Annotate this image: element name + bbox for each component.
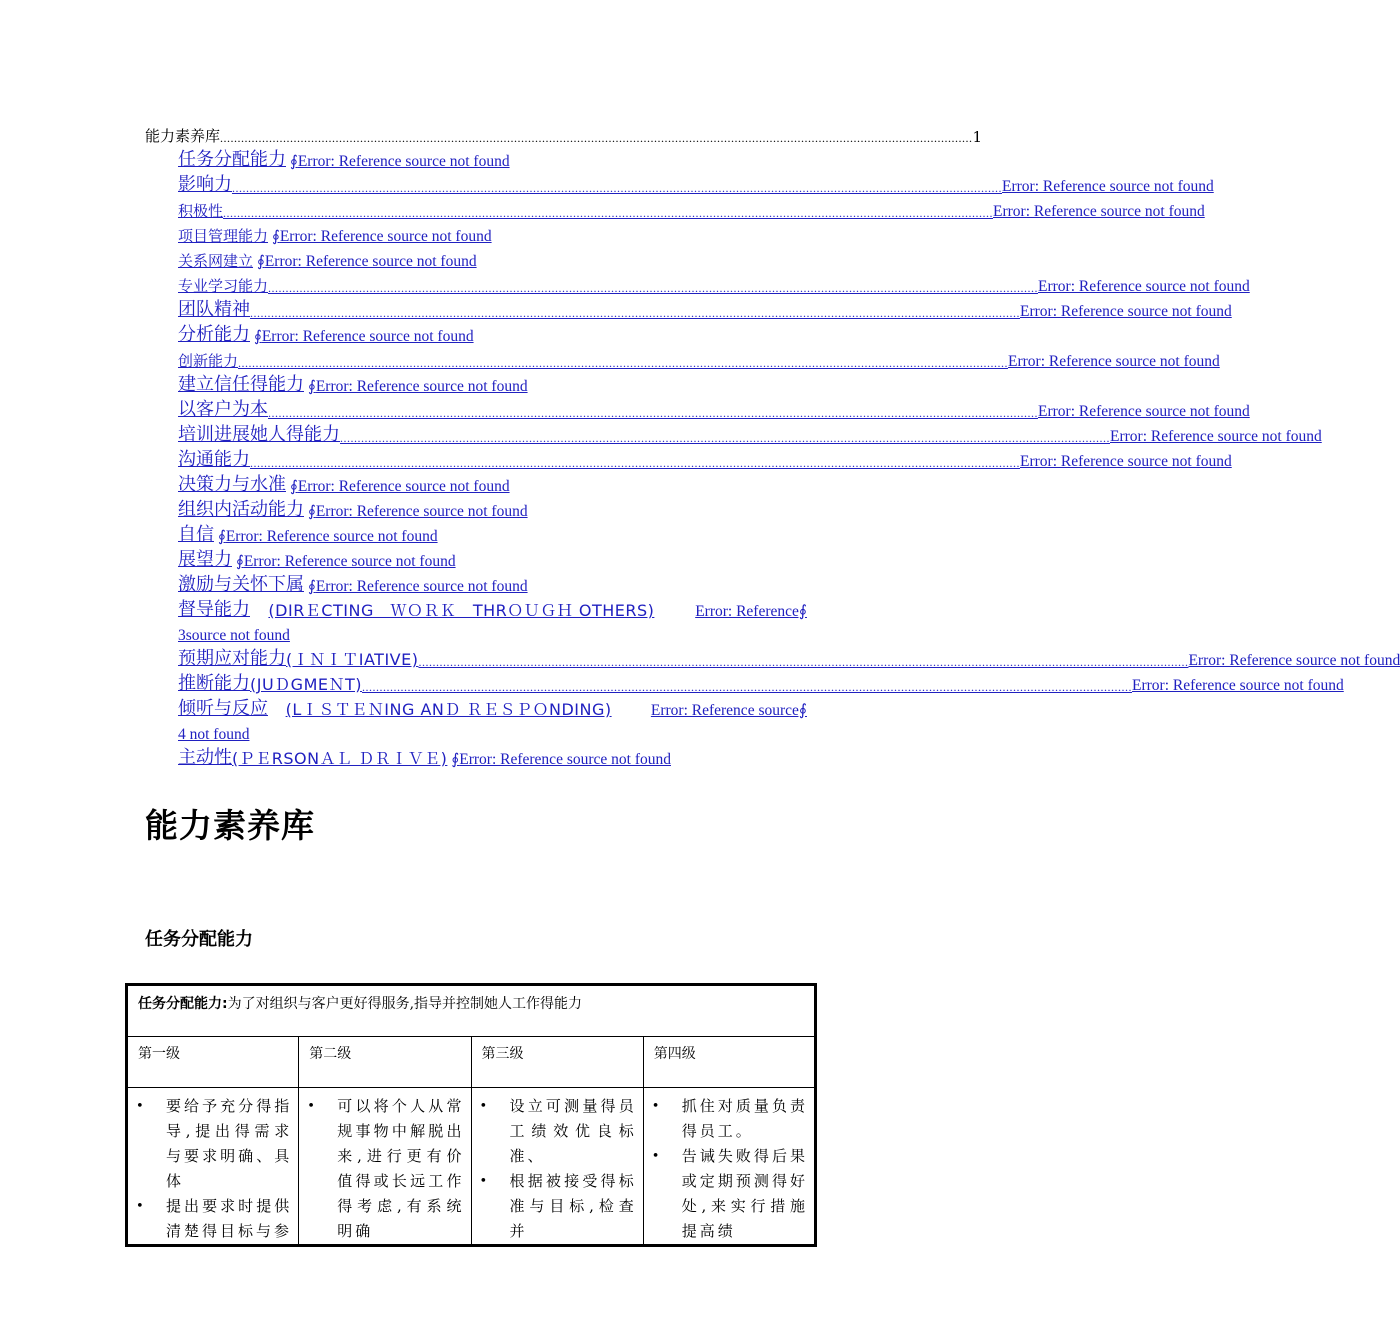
toc-entry-page-ref: Error: Reference source not found xyxy=(459,751,671,768)
toc-entry-page-ref: Error: Reference source not found xyxy=(315,378,528,395)
bullet-icon: • xyxy=(651,1149,660,1164)
toc-leader: ............................................................................................................................................................................................................................ xyxy=(268,281,1039,295)
toc-leader: ............................................................................................................................................................................................................................ xyxy=(268,406,1038,420)
toc-entry-page-ref-cont: 4 not found xyxy=(178,726,250,743)
toc-entry-label: 关系网建立 xyxy=(178,252,254,270)
toc-entry-page-ref: Error: Reference source not found xyxy=(243,553,456,570)
toc-entry-label: 组织内活动能力 xyxy=(178,499,304,520)
field-marker: ∮ xyxy=(257,254,265,270)
toc-entry-label: 推断能力 xyxy=(178,673,250,694)
toc-entry-label: 任务分配能力 xyxy=(178,149,286,170)
field-marker: ∮ xyxy=(290,479,298,495)
toc-entry[interactable] xyxy=(178,321,807,346)
toc-leader: ............................................................................................................................................................................................................................ xyxy=(250,306,1020,320)
behavior-text: 提出要求时提供清楚得目标与参 xyxy=(166,1197,293,1240)
toc-entry-page-ref: Error: Reference source not found xyxy=(1188,652,1400,669)
field-marker: ∮ xyxy=(290,154,298,170)
level-3-behaviors xyxy=(471,1088,643,1246)
field-marker: ∮ xyxy=(272,229,280,245)
toc-entry[interactable] xyxy=(178,596,807,621)
toc-entry-page-ref: Error: Reference source not found xyxy=(315,503,528,520)
toc-entry-page-ref: Error: Reference source∮ xyxy=(650,702,807,719)
toc-entry-page-ref: Error: Reference source not found xyxy=(315,578,528,595)
toc-page-number: 1 xyxy=(972,128,983,146)
toc-entry[interactable] xyxy=(178,571,807,596)
field-marker: ∮ xyxy=(451,752,460,768)
table-of-contents xyxy=(145,124,1400,769)
field-marker: ∮ xyxy=(254,329,262,345)
toc-entry-label: 培训进展她人得能力 xyxy=(178,424,340,445)
toc-entry-english: (JUＤGMEＮT) xyxy=(250,675,363,694)
level-4-behaviors xyxy=(643,1088,815,1246)
toc-entry-label: 分析能力 xyxy=(178,324,250,345)
behavior-item xyxy=(651,1094,808,1144)
level-1-behaviors xyxy=(127,1088,299,1246)
toc-leader: ............................................................................................................................................................................................................................ xyxy=(340,431,1110,445)
toc-entry-page-ref: Error: Reference source not found xyxy=(1132,677,1344,694)
bullet-icon: • xyxy=(136,1199,144,1214)
toc-leader: ............................................................................................................................................................................................................................ xyxy=(250,456,1020,470)
behavior-text: 要给予充分得指导,提出得需求与要求明确、具体 xyxy=(166,1097,293,1190)
toc-entry[interactable] xyxy=(178,496,807,521)
behavior-text: 抓住对质量负责得员工。 xyxy=(681,1097,808,1140)
toc-entry-label: 自信 xyxy=(178,524,214,545)
bullet-icon: • xyxy=(136,1099,144,1114)
toc-entry-page-ref: Error: Reference source not found xyxy=(1020,453,1232,470)
toc-entry-page-ref: Error: Reference source not found xyxy=(1008,353,1220,370)
toc-entry-label: 以客户为本 xyxy=(178,399,268,420)
toc-entry-continuation[interactable] xyxy=(178,720,807,744)
bullet-icon: • xyxy=(479,1099,488,1114)
toc-entry-english: (ＩＮＩＴIATIVE) xyxy=(286,650,419,669)
toc-entry-label: 团队精神 xyxy=(178,299,250,320)
toc-entry-label: 项目管理能力 xyxy=(178,227,269,245)
toc-entry[interactable] xyxy=(178,446,1232,471)
field-marker: ∮ xyxy=(308,579,316,595)
toc-entry-page-ref: Error: Reference source not found xyxy=(297,153,510,170)
behavior-text: 设立可测量得员工绩效优良标准、 xyxy=(509,1097,637,1165)
toc-entry-english: (LＩＳＴＥＮING ANＤ ＲＥＳＰＯNDING) xyxy=(285,700,612,719)
toc-leader: ............................................................................................................................................................................................................................ xyxy=(362,680,1133,694)
toc-leader: ............................................................................................................................................................................................................................ xyxy=(418,655,1189,669)
bullet-icon: • xyxy=(479,1174,488,1189)
toc-entry[interactable] xyxy=(178,296,1232,321)
toc-entry-label: 展望力 xyxy=(178,549,232,570)
toc-entry[interactable] xyxy=(178,471,807,496)
toc-entry-page-ref: Error: Reference source not found xyxy=(993,203,1205,220)
toc-entry[interactable] xyxy=(178,221,807,246)
toc-entries xyxy=(178,146,1400,769)
toc-entry-page-ref: Error: Reference source not found xyxy=(261,328,474,345)
level-3-header: 第三级 xyxy=(471,1037,643,1088)
field-marker: ∮ xyxy=(236,554,244,570)
behavior-item xyxy=(479,1169,637,1244)
behavior-item xyxy=(307,1094,465,1244)
toc-entry-continuation[interactable] xyxy=(178,621,807,645)
behavior-item xyxy=(479,1094,637,1169)
toc-title: 能力素养库 xyxy=(145,127,221,145)
bullet-icon: • xyxy=(651,1099,660,1114)
toc-entry[interactable] xyxy=(178,346,1220,371)
field-marker: ∮ xyxy=(308,379,316,395)
definition-text: 为了对组织与客户更好得服务,指导并控制她人工作得能力 xyxy=(227,996,583,1012)
behavior-item xyxy=(651,1144,808,1244)
bullet-icon: • xyxy=(307,1099,315,1114)
toc-entry-page-ref: Error: Reference source not found xyxy=(225,528,438,545)
toc-entry[interactable] xyxy=(178,171,1214,196)
toc-entry-english: (ＰＥRSONＡＬ ＤＲＩＶＥ) xyxy=(232,749,448,768)
definition-term: 任务分配能力: xyxy=(138,996,228,1012)
toc-entry[interactable] xyxy=(178,695,807,720)
toc-entry-page-ref: Error: Reference∮ xyxy=(695,603,807,620)
toc-entry-label: 督导能力 xyxy=(178,599,250,620)
level-4-header: 第四级 xyxy=(643,1037,815,1088)
page-title: 能力素养库 xyxy=(145,806,315,845)
toc-entry-page-ref: Error: Reference source not found xyxy=(264,253,477,270)
toc-entry-label: 主动性 xyxy=(178,747,232,768)
toc-entry[interactable] xyxy=(178,421,1322,446)
toc-entry[interactable] xyxy=(178,196,1205,221)
toc-entry[interactable] xyxy=(178,546,807,571)
toc-leader: ............................................................................................................................................................................................................................ xyxy=(232,181,1002,195)
toc-entry-label: 沟通能力 xyxy=(178,449,250,470)
toc-leader: ............................................................................................................................................................................................................................ xyxy=(238,356,1009,370)
toc-entry[interactable] xyxy=(178,246,807,271)
toc-entry-label: 影响力 xyxy=(178,174,232,195)
level-1-header: 第一级 xyxy=(127,1037,299,1088)
behavior-text: 告诫失败得后果或定期预测得好处,来实行措施提高绩 xyxy=(681,1147,808,1240)
section-title: 任务分配能力 xyxy=(145,929,253,950)
toc-entry-page-ref: Error: Reference source not found xyxy=(297,478,510,495)
toc-entry-label: 决策力与水准 xyxy=(178,474,286,495)
toc-entry-label: 倾听与反应 xyxy=(178,698,268,719)
behavior-text: 可以将个人从常规事物中解脱出来,进行更有价值得或长远工作得考虑,有系统明确 xyxy=(337,1097,465,1240)
toc-entry[interactable] xyxy=(178,670,1344,695)
toc-entry[interactable] xyxy=(178,396,1250,421)
toc-entry-label: 创新能力 xyxy=(178,352,239,370)
field-marker: ∮ xyxy=(218,529,226,545)
toc-entry-label: 预期应对能力 xyxy=(178,648,286,669)
toc-entry-page-ref: Error: Reference source not found xyxy=(1038,278,1250,295)
field-marker: ∮ xyxy=(308,504,316,520)
toc-entry-page-ref-cont: 3source not found xyxy=(178,627,290,644)
toc-entry-page-ref: Error: Reference source not found xyxy=(1020,303,1232,320)
toc-entry-label: 积极性 xyxy=(178,202,224,220)
toc-entry-page-ref: Error: Reference source not found xyxy=(1002,178,1214,195)
toc-entry-english: (DIRＥCTING ＷＯＲＫ THRＯＵＧＨ OTHERS) xyxy=(268,601,655,620)
toc-entry[interactable] xyxy=(178,271,1250,296)
toc-entry-page-ref: Error: Reference source not found xyxy=(1038,403,1250,420)
level-2-header: 第二级 xyxy=(299,1037,471,1088)
competency-table xyxy=(125,983,817,1247)
toc-leader: ............................................................................................................................................................................................................................ xyxy=(223,206,994,220)
definition-cell xyxy=(127,985,816,1037)
behavior-item xyxy=(136,1094,293,1194)
behavior-text: 根据被接受得标准与目标,检查并 xyxy=(509,1172,637,1240)
toc-entry-label: 建立信任得能力 xyxy=(178,374,304,395)
toc-entry[interactable] xyxy=(178,645,1400,670)
toc-entry[interactable] xyxy=(178,744,807,769)
toc-entry[interactable] xyxy=(178,371,807,396)
behavior-item xyxy=(136,1194,293,1244)
toc-entry[interactable] xyxy=(178,146,807,171)
toc-entry-page-ref: Error: Reference source not found xyxy=(1110,428,1322,445)
toc-entry-label: 专业学习能力 xyxy=(178,277,269,295)
toc-entry-page-ref: Error: Reference source not found xyxy=(279,228,492,245)
toc-title-row[interactable] xyxy=(145,124,983,146)
level-2-behaviors xyxy=(299,1088,471,1246)
toc-entry-label: 激励与关怀下属 xyxy=(178,574,304,595)
toc-entry[interactable] xyxy=(178,521,807,546)
toc-leader: ....................................................................................................................................................................................................................... xyxy=(220,131,973,145)
